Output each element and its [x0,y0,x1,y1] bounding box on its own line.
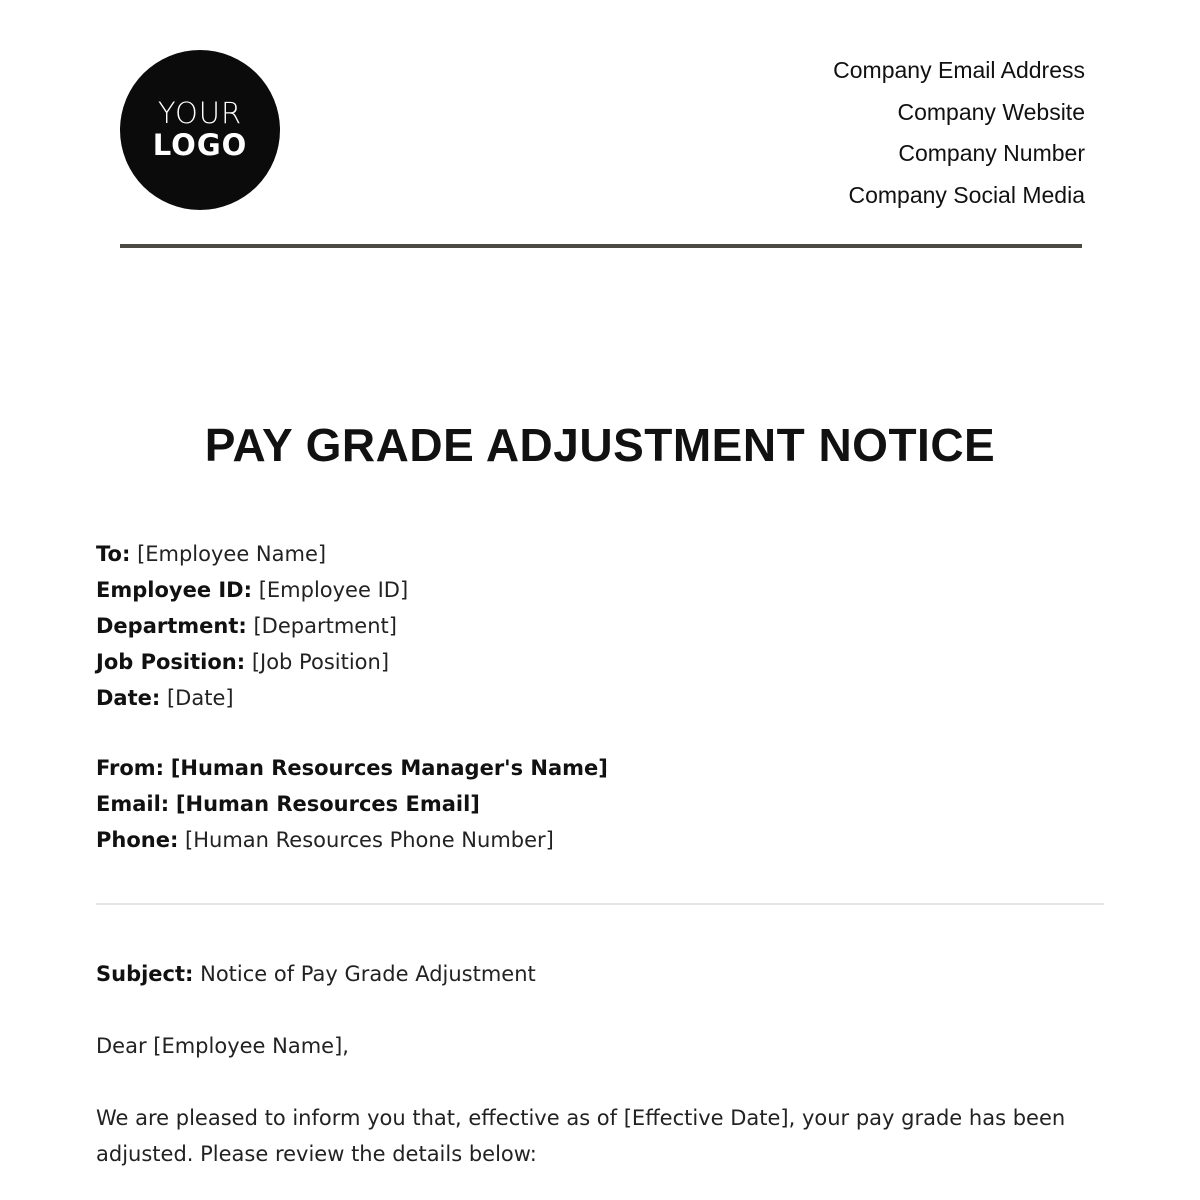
to-row [96,536,408,572]
phone-value: [Human Resources Phone Number] [185,828,554,852]
section-divider [96,903,1104,905]
job-position-row [96,644,408,680]
subject-line [96,958,536,990]
email-value: [Human Resources Email] [175,792,480,816]
date-value: [Date] [166,686,234,710]
company-social-media: Company Social Media [848,182,1085,209]
greeting: Dear [Employee Name], [96,1034,349,1058]
employee-id-row [96,572,408,608]
date-row [96,680,408,716]
document-title: PAY GRADE ADJUSTMENT NOTICE [204,419,996,471]
to-value: [Employee Name] [137,542,327,566]
header-divider [120,244,1082,248]
job-position-value: [Job Position] [251,650,390,674]
company-number: Company Number [898,140,1085,167]
from-row [96,750,608,786]
date-label: Date: [96,686,161,710]
to-label: To: [96,542,131,566]
phone-row [96,822,608,858]
intro-paragraph: We are pleased to inform you that, effective as of [Effective Date], your pay grade has been adjusted. Please review the details below: [96,1106,1066,1166]
sender-details [96,750,608,858]
company-logo [120,50,280,210]
from-label: From: [96,756,165,780]
job-position-label: Job Position: [96,650,246,674]
department-label: Department: [96,614,247,638]
email-label: Email: [96,792,170,816]
company-website: Company Website [897,98,1085,125]
email-row [96,786,608,822]
company-contact-block [833,50,1085,217]
department-row [96,608,408,644]
subject-value: Notice of Pay Grade Adjustment [200,962,536,986]
phone-label: Phone: [96,828,179,852]
from-value: [Human Resources Manager's Name] [170,756,608,780]
logo-line-logo: LOGO [152,128,248,162]
subject-label: Subject: [96,962,194,986]
company-email: Company Email Address [833,57,1085,83]
employee-id-label: Employee ID: [96,578,253,602]
recipient-details [96,536,408,716]
employee-id-value: [Employee ID] [258,578,409,602]
department-value: [Department] [253,614,397,638]
logo-line-your: YOUR [157,96,243,131]
